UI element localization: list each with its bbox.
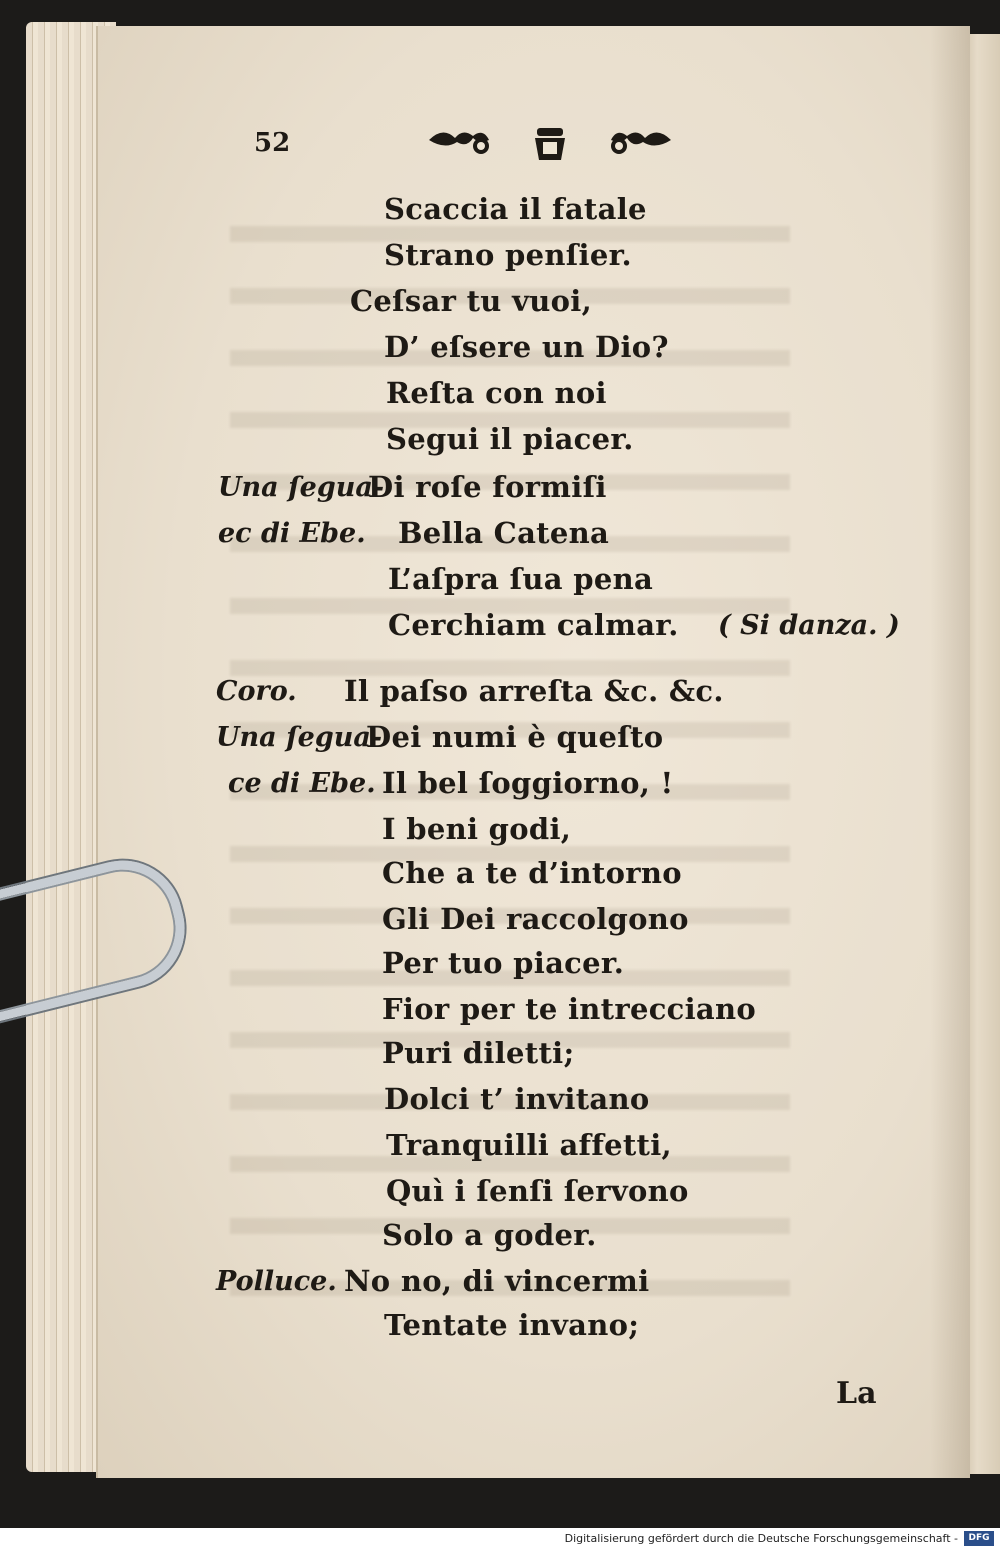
speaker-label: Una ſegua- (218, 472, 385, 503)
verse-line: Il bel ſoggiorno, ! (382, 766, 674, 800)
verse-line: L’aſpra ſua pena (388, 562, 654, 596)
floral-ornament (425, 118, 675, 166)
verse-line: Bella Catena (398, 516, 610, 550)
speaker-label: Polluce. (216, 1266, 337, 1297)
verse-line: Per tuo piacer. (382, 946, 625, 980)
verse-line: Tentate invano; (384, 1308, 640, 1342)
speaker-label: ec di Ebe. (218, 518, 366, 549)
verse-line: Il paſso arreſta &c. &c. (344, 674, 724, 708)
verse-line: Fior per te intrecciano (382, 992, 757, 1026)
verse-line: No no, di vincermi (344, 1264, 650, 1298)
verse-line: Di roſe formiſi (368, 470, 607, 504)
catchword: La (836, 1376, 877, 1411)
verse-line: Ceſsar tu vuoi, (350, 284, 592, 318)
verse-line: Scaccia il fatale (384, 192, 647, 226)
verse-line: Solo a goder. (382, 1218, 597, 1252)
speaker-label: ce di Ebe. (228, 768, 376, 799)
verse-line: Strano penſier. (384, 238, 632, 272)
dfg-logo: DFG (964, 1531, 994, 1546)
verse-line: Dolci t’ invitano (384, 1082, 650, 1116)
verse-line: Reſta con noi (386, 376, 607, 410)
funding-credit: Digitalisierung gefördert durch die Deutsche Forschungsgemeinschaft - (564, 1532, 958, 1545)
verse-line: I beni godi, (382, 812, 572, 846)
verse-line: Segui il piacer. (386, 422, 634, 456)
verse-line: Quì i ſenſi ſervono (386, 1174, 689, 1208)
verse-line: Dei numi è queſto (366, 720, 664, 754)
stage-direction: ( Si danza. ) (718, 610, 900, 641)
gutter-shadow (930, 26, 970, 1478)
verse-line: Puri diletti; (382, 1036, 575, 1070)
verse-line: Tranquilli affetti, (386, 1128, 672, 1162)
verse-line: Gli Dei raccolgono (382, 902, 689, 936)
footer-bar (0, 1528, 1000, 1550)
verse-line: Che a te d’intorno (382, 856, 682, 890)
verse-line: Cerchiam calmar. (388, 608, 679, 642)
verse-line: D’ eſsere un Dio? (384, 330, 669, 364)
page-number: 52 (254, 128, 291, 158)
speaker-label: Coro. (216, 676, 297, 707)
speaker-label: Una ſegua- (216, 722, 383, 753)
